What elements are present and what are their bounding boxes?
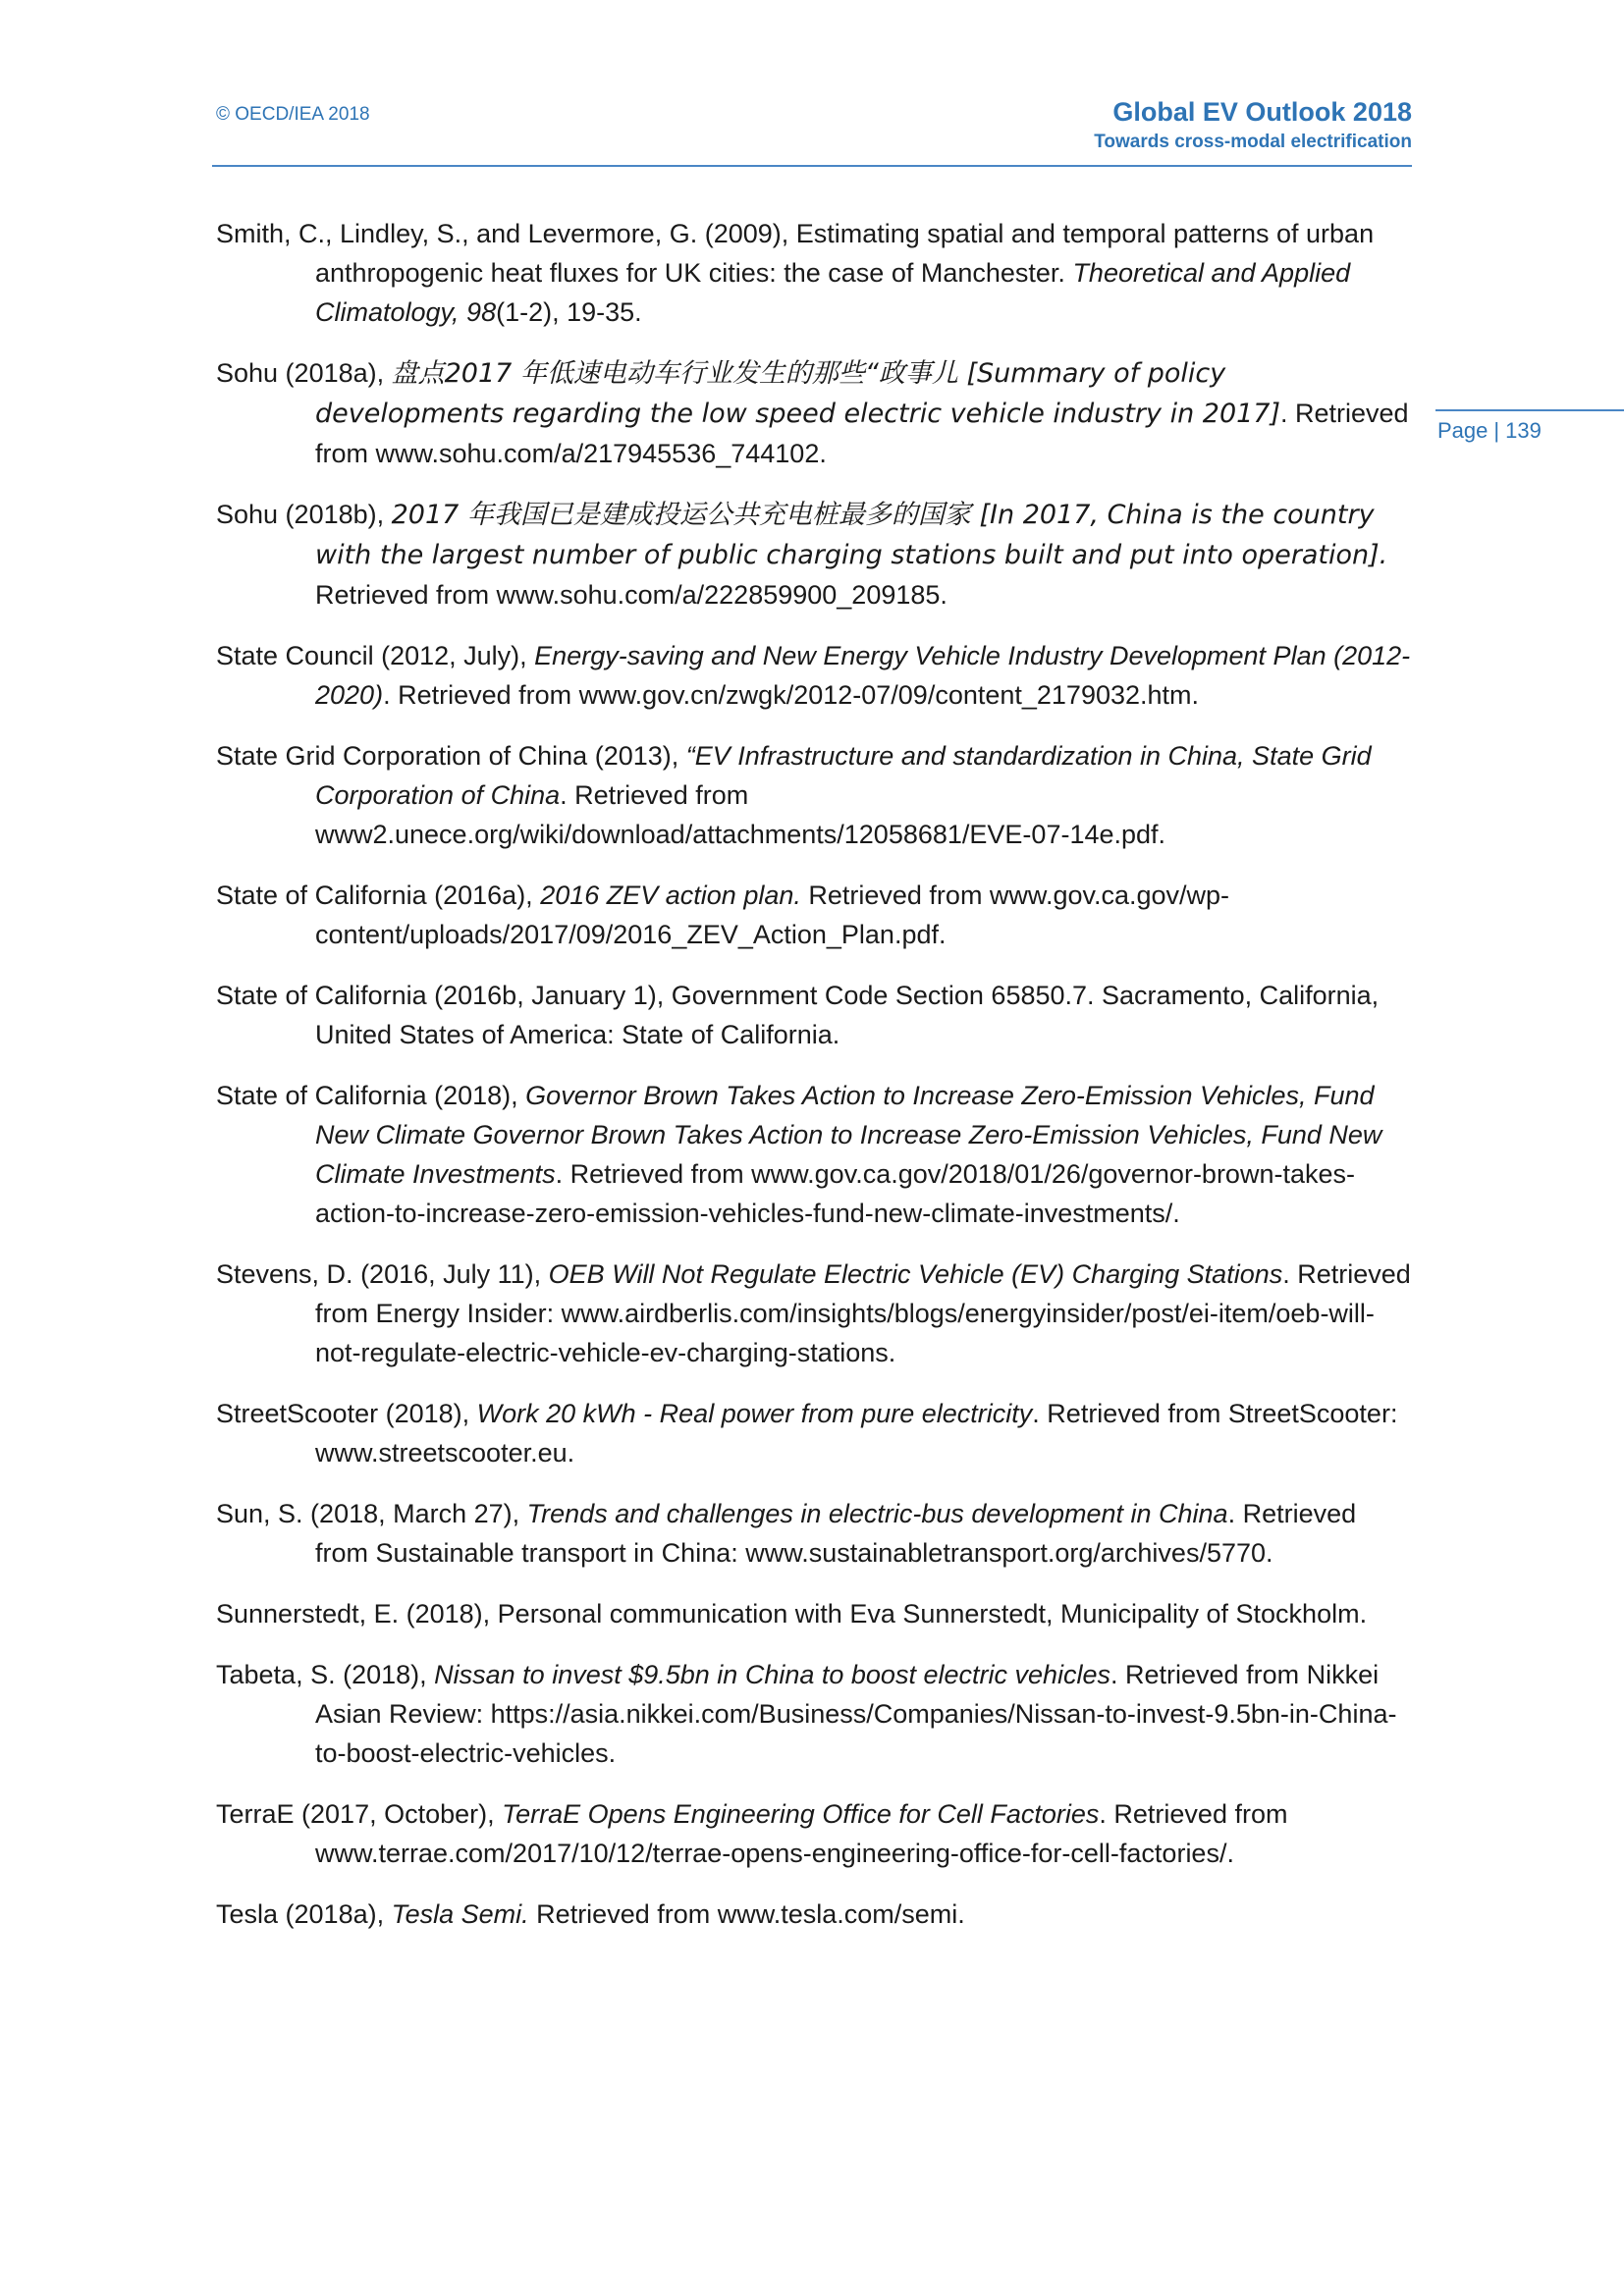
reference-entry: StreetScooter (2018), Work 20 kWh - Real power from pure electricity. Retrieved from StreetScooter: www.streetscooter.eu. — [216, 1399, 1398, 1468]
page-label: Page — [1437, 418, 1489, 443]
reference-entry: Sohu (2018a), 盘点2017 年低速电动车行业发生的那些“政事儿 [Summary of policy developments regarding the low speed electric vehicle industry in 2017]. Retrieved from www.sohu.com/a/217945536_744102. — [216, 358, 1409, 468]
copyright-notice: © OECD/IEA 2018 — [216, 104, 370, 125]
reference-entry: State of California (2016a), 2016 ZEV action plan. Retrieved from www.gov.ca.gov/wp-content/uploads/2017/09/2016_ZEV_Action_Plan.pdf. — [216, 881, 1230, 949]
report-subtitle: Towards cross-modal electrification — [1094, 132, 1412, 153]
reference-entry: State of California (2016b, January 1), Government Code Section 65850.7. Sacramento, California, United States of America: State of California. — [216, 981, 1380, 1049]
reference-entry: Smith, C., Lindley, S., and Levermore, G. (2009), Estimating spatial and temporal patterns of urban anthropogenic heat fluxes for UK cities: the case of Manchester. Theoretical and Applied Climatology, 98(1-2), 19-35. — [216, 219, 1375, 327]
reference-entry: Tesla (2018a), Tesla Semi. Retrieved from www.tesla.com/semi. — [216, 1899, 965, 1929]
page-number-divider — [1435, 409, 1624, 411]
reference-entry: State of California (2018), Governor Brown Takes Action to Increase Zero-Emission Vehicles, Fund New Climate Governor Brown Takes Action to Increase Zero-Emission Vehicles, Fund New Climate Investments. Retrieved from www.gov.ca.gov/2018/01/26/governor-brown-takes-action-to-increase-zero-emission-vehicles-fund-new-climate-investments/. — [216, 1081, 1382, 1228]
reference-entry: TerraE (2017, October), TerraE Opens Engineering Office for Cell Factories. Retrieved from www.terrae.com/2017/10/12/terrae-opens-engineering-office-for-cell-factories/. — [216, 1799, 1288, 1868]
reference-entry: Sunnerstedt, E. (2018), Personal communication with Eva Sunnerstedt, Municipality of Stockholm. — [216, 1599, 1368, 1629]
reference-list — [216, 214, 1416, 1955]
page-number-value: 139 — [1505, 418, 1542, 443]
reference-entry: State Grid Corporation of China (2013), “EV Infrastructure and standardization in China, State Grid Corporation of China. Retrieved from www2.unece.org/wiki/download/attachments/12058681/EVE-07-14e.pdf. — [216, 741, 1372, 849]
reference-entry: Tabeta, S. (2018), Nissan to invest $9.5bn in China to boost electric vehicles. Retrieved from Nikkei Asian Review: https://asia.nikkei.com/Business/Companies/Nissan-to-invest-9.5bn-in-China-to-boost-electric-vehicles. — [216, 1660, 1397, 1768]
reference-entry: Sohu (2018b), 2017 年我国已是建成投运公共充电桩最多的国家 [In 2017, China is the country with the largest number of public charging stations built and put into operation]. Retrieved from www.sohu.com/a/222859900_209185. — [216, 500, 1388, 610]
header-divider — [212, 165, 1412, 167]
reference-entry: Sun, S. (2018, March 27), Trends and challenges in electric-bus development in China. Retrieved from Sustainable transport in China: www.sustainabletransport.org/archives/5770. — [216, 1499, 1357, 1568]
report-title: Global EV Outlook 2018 — [1112, 97, 1412, 127]
reference-entry: Stevens, D. (2016, July 11), OEB Will Not Regulate Electric Vehicle (EV) Charging Stations. Retrieved from Energy Insider: www.airdberlis.com/insights/blogs/energyinsider/post/ei-item/oeb-will-not-regulate-electric-vehicle-ev-charging-stations. — [216, 1259, 1411, 1367]
running-header — [1094, 96, 1412, 156]
reference-entry: State Council (2012, July), Energy-saving and New Energy Vehicle Industry Development Plan (2012-2020). Retrieved from www.gov.cn/zwgk/2012-07/09/content_2179032.htm. — [216, 641, 1411, 710]
page-number — [1437, 418, 1542, 444]
page-separator: | — [1493, 418, 1500, 443]
